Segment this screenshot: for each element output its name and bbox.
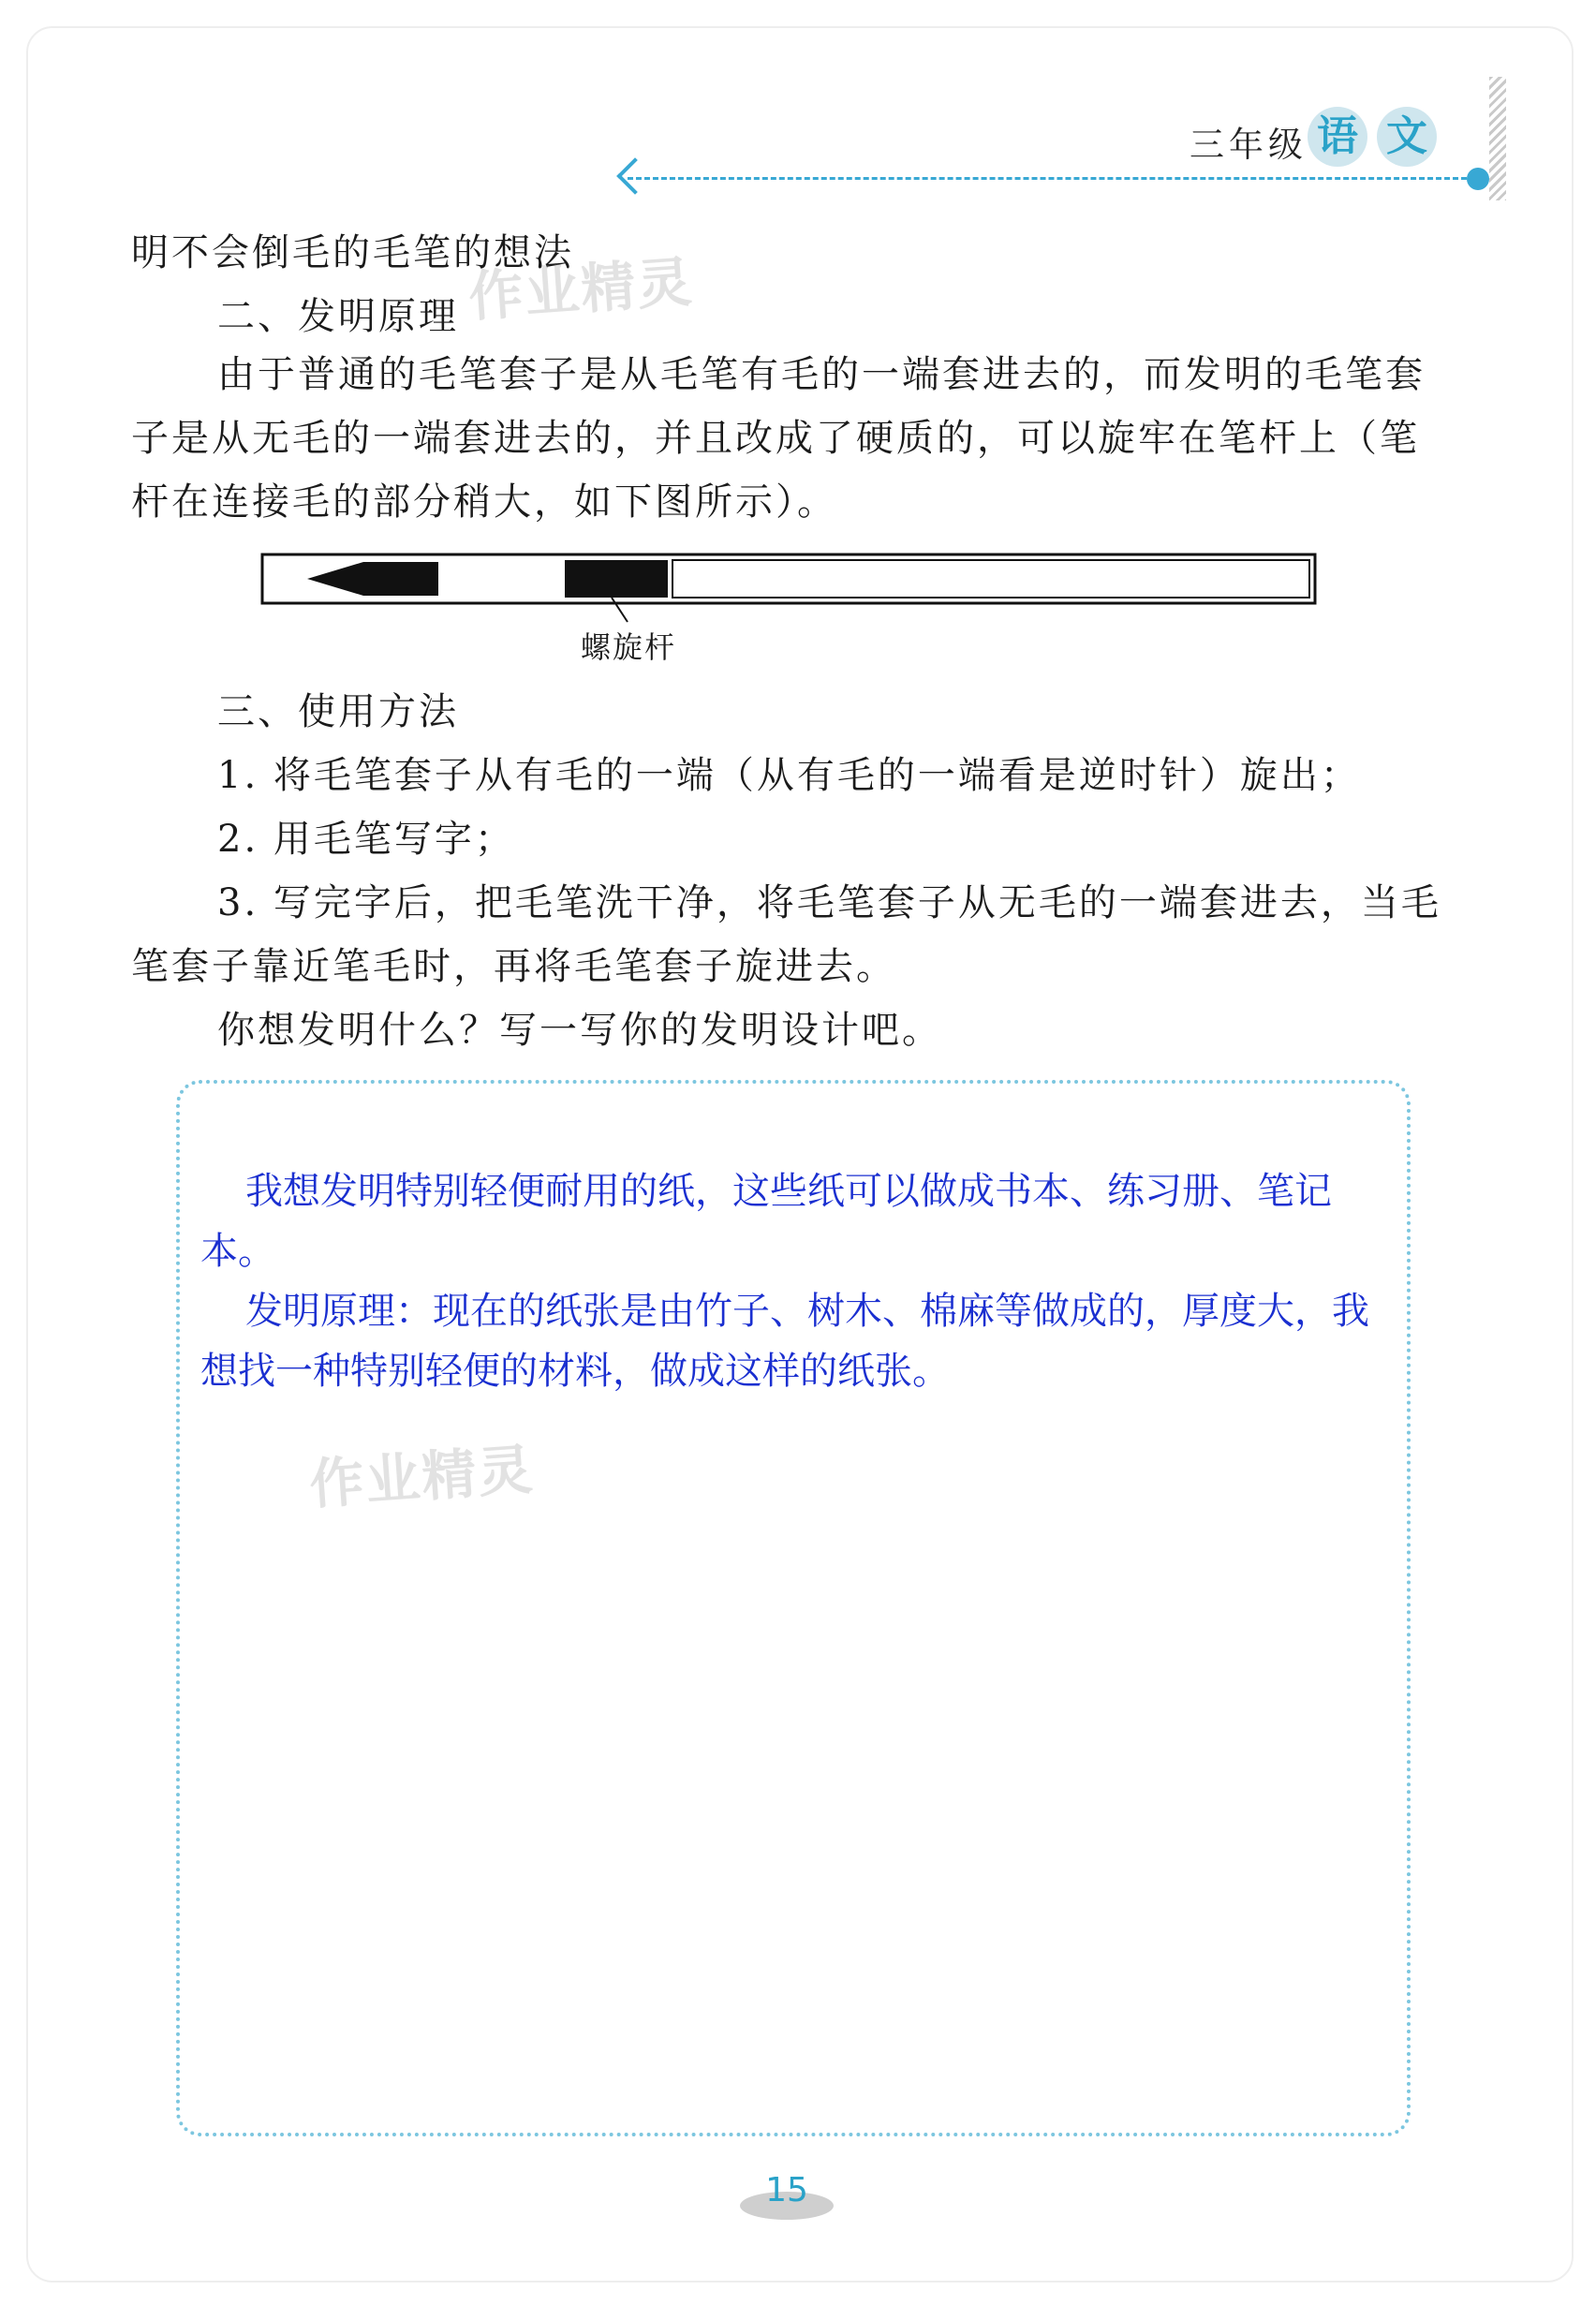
section-2-title: 二、发明原理 [217, 295, 459, 338]
header-hatch-decoration [1489, 77, 1506, 200]
header-dot-icon [1467, 168, 1489, 190]
screw-rod [565, 560, 668, 598]
pen-shaft [672, 560, 1309, 598]
writing-prompt: 你想发明什么？写一写你的发明设计吧。 [217, 1009, 942, 1052]
grade-label: 三年级 [1190, 125, 1308, 165]
pen-collar [410, 562, 438, 596]
answer-paragraph-2: 发明原理：现在的纸张是由竹子、树木、棉麻等做成的，厚度大，我想找一种特别轻便的材料，做成这样的纸张。 [200, 1290, 1369, 1393]
section-2-text: 由于普通的毛笔套子是从毛笔有毛的一端套进去的，而发明的毛笔套子是从无毛的一端套进去的，并且改成了硬质的，可以旋牢在笔杆上（笔杆在连接毛的部分稍大，如下图所示）。 [131, 353, 1426, 524]
continued-line: 明不会倒毛的毛笔的想法 [131, 231, 574, 274]
section-3-title: 三、使用方法 [217, 690, 459, 733]
page-number: 15 [765, 2171, 808, 2209]
header-dashed-line [628, 177, 1475, 180]
step-2: 2. 用毛笔写字； [217, 818, 515, 861]
answer-paragraph-1: 我想发明特别轻便耐用的纸，这些纸可以做成书本、练习册、笔记本。 [200, 1170, 1332, 1273]
subject-badge-yu: 语 [1308, 107, 1367, 167]
subject-badge-wen: 文 [1377, 107, 1437, 167]
step-1: 1. 将毛笔套子从有毛的一端（从有毛的一端看是逆时针）旋出； [217, 754, 1361, 797]
diagram-caption: 螺旋杆 [581, 629, 677, 665]
watermark-bottom: 作业精灵 [307, 1437, 537, 1517]
step-3: 3. 写完字后，把毛笔洗干净，将毛笔套子从无毛的一端套进去，当毛笔套子靠近笔毛时，再将毛笔套子旋进去。 [131, 881, 1441, 988]
brush-pen-diagram [260, 553, 1319, 628]
watermark-top: 作业精灵 [466, 249, 696, 330]
